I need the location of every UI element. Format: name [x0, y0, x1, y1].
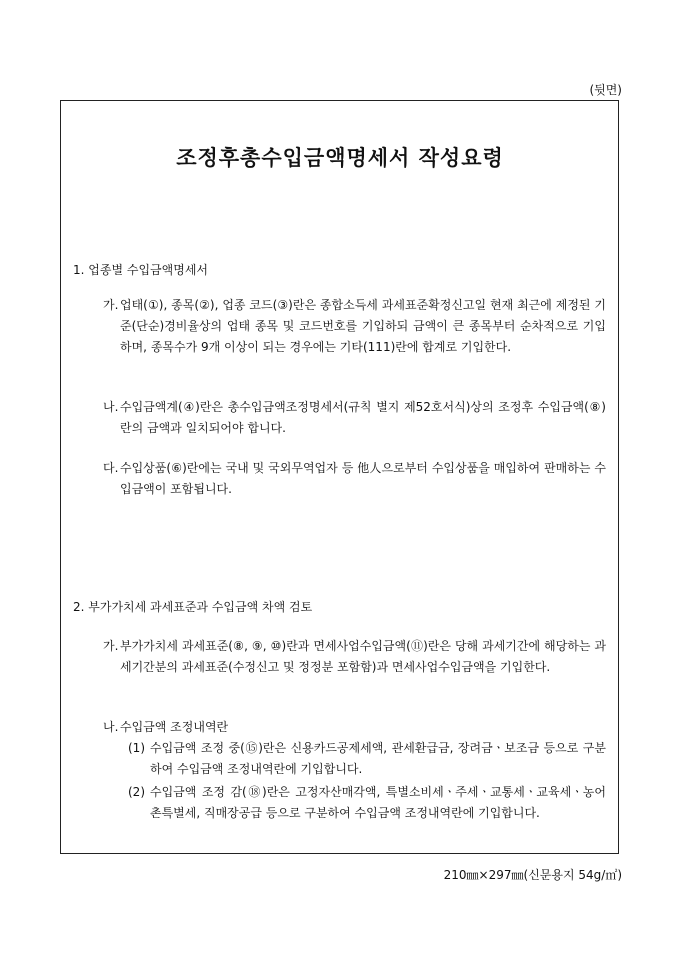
item-marker: (2) [128, 785, 145, 799]
list-item [128, 782, 606, 824]
item-text: 수입금액 조정내역란 [120, 720, 229, 734]
item-marker: 나. [103, 400, 119, 414]
list-item [103, 636, 606, 678]
item-text: 수입상품(⑥)란에는 국내 및 국외무역업자 등 他人으로부터 수입상품을 매입하여 판매하는 수입금액이 포함됩니다. [120, 461, 606, 496]
paper-spec: 210㎜×297㎜(신문용지 54g/㎡) [443, 868, 622, 882]
back-side-label: (뒷면) [589, 83, 622, 97]
list-item [103, 717, 606, 738]
item-marker: 가. [103, 639, 119, 653]
item-text: 업태(①), 종목(②), 업종 코드(③)란은 종합소득세 과세표준확정신고일 현재 최근에 제정된 기준(단순)경비율상의 업태 종목 및 코드번호를 기입하되 금액이 큰 종목부터 순차적으로 기입하며, 종목수가 9개 이상이 되는 경우에는 기타(111)란에 합계로 기입한다. [120, 298, 606, 354]
item-text: 수입금액 조정 중(⑮)란은 신용카드공제세액, 관세환급금, 장려금ㆍ보조금 등으로 구분하여 수입금액 조정내역란에 기입합니다. [150, 741, 606, 776]
section-heading-2: 2. 부가가치세 과세표준과 수입금액 차액 검토 [73, 600, 313, 614]
list-item [128, 738, 606, 780]
item-text: 부가가치세 과세표준(⑧, ⑨, ⑩)란과 면세사업수입금액(⑪)란은 당해 과세기간에 해당하는 과세기간분의 과세표준(수정신고 및 정정분 포함함)과 면세사업수입금액을 기입한다. [120, 639, 606, 674]
item-marker: 가. [103, 298, 119, 312]
item-text: 수입금액 조정 감(⑱)란은 고정자산매각액, 특별소비세ㆍ주세ㆍ교통세ㆍ교육세ㆍ농어촌특별세, 직매장공급 등으로 구분하여 수입금액 조정내역란에 기입합니다. [150, 785, 606, 820]
list-item [103, 458, 606, 500]
item-marker: 다. [103, 461, 119, 475]
item-marker: (1) [128, 741, 145, 755]
list-item [103, 295, 606, 358]
item-text: 수입금액계(④)란은 총수입금액조정명세서(규칙 별지 제52호서식)상의 조정후 수입금액(⑧)란의 금액과 일치되어야 합니다. [120, 400, 606, 435]
document-title: 조정후총수입금액명세서 작성요령 [176, 145, 504, 170]
list-item [103, 397, 606, 439]
item-marker: 나. [103, 720, 119, 734]
section-heading-1: 1. 업종별 수입금액명세서 [73, 263, 208, 277]
